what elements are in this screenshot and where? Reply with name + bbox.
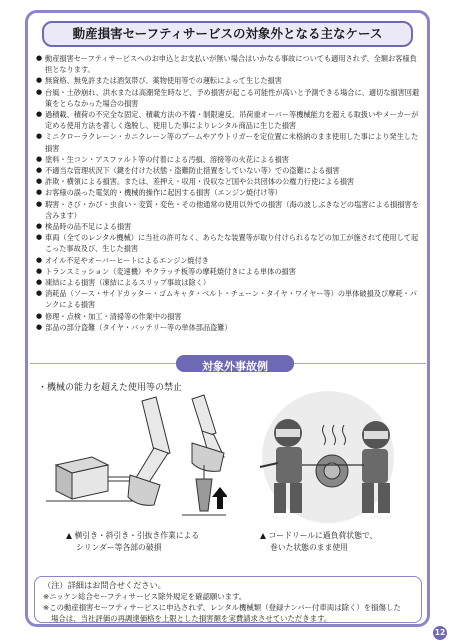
- notes-line: ※この動産損害セーフティサービスに申込されず、レンタル機械類（登録ナンバー付車両は除く）を損傷した: [43, 603, 401, 612]
- cord-reel-illustration: [238, 387, 418, 525]
- list-item: ● 瑕害・さび・かび・虫食い・変質・変色・その他通常の使用以外での損害（海の波しぶきなどの塩害による損損害を含みます）: [36, 199, 422, 221]
- list-item: ● 凍結による損害（凍結によるスリップ事故は除く）: [36, 277, 422, 288]
- list-item: ● お客様の誤った電気的・機械的操作に起因する損害（エンジン焼付け等）: [36, 187, 422, 198]
- case-title: ・機械の能力を超えた使用等の禁止: [38, 383, 183, 393]
- exclusion-list: [36, 53, 422, 333]
- list-item: ● トランスミッション（変速機）やクラッチ板等の摩耗焼付きによる単体の損害: [36, 266, 422, 277]
- list-item: ● 台風・土砂崩れ、洪水または高潮発生時など、予め損害が起こる可能性が高いと予測できる場合に、適切な損害回避策をとらなかった場合の損害: [36, 87, 422, 109]
- section-title: 対象外事故例: [202, 360, 268, 373]
- list-item: ● ミニクローラクレーン・カニクレーン等のブームやアウトリガーを定位置に未格納のまま使用した事により発生した損害: [36, 131, 422, 153]
- excavator-illustration: [42, 393, 227, 523]
- notes-line: 場合は、当社評価の再調達価格を上限とした損害額を実費請求させていただきます。: [51, 614, 332, 623]
- list-item: ● 不適当な管理状況下（鍵を付けた状態・盗難防止措置をしていない等）での盗難による損害: [36, 165, 422, 176]
- page-title: 動産損害セーフティサービスの対象外となる主なケース: [72, 26, 383, 41]
- notes-heading: （注）詳細はお問合せください。: [43, 580, 166, 590]
- content-frame: [25, 10, 430, 627]
- list-item: ● 塗料・生コン・アスファルト等の付着による汚損、溶接等の火花による損害: [36, 154, 422, 165]
- list-item: ● 無資格、無免許または酒気帯び、薬物使用等での運転によって生じた損害: [36, 75, 422, 86]
- page-number: 12: [433, 626, 447, 640]
- list-item: ● 車両（全てのレンタル機械）に当社の許可なく、あらたな装置等が取り付けられるなどの加工が施されて使用して起こった事故及び、生じた損害: [36, 232, 422, 254]
- list-item: ● 消耗品（ソース・サイドカッター・ゴムキャタ・ベルト・チェーン・タイヤ・ワイヤー等）の単体破損及び摩耗・パンクによる損害: [36, 288, 422, 310]
- list-item: ● 動産損害セーフティサービスへのお申込とお支払いが無い場合はいかなる事故についても適用されず、全額お客様負担となります。: [36, 53, 422, 75]
- caption-left: ▲ 横引き・斜引き・引抜き作業による シリンダー等各部の破損: [66, 531, 200, 552]
- list-item: ● 修理・点検・加工・清掃等の作業中の損害: [36, 311, 422, 322]
- caption-right: ▲ コードリールに過負荷状態で、 巻いた状態のまま使用: [260, 531, 378, 552]
- notes-box: [34, 576, 422, 623]
- list-item: ● 過積載、積荷の不完全な固定、積載方法の不備・制限違反、吊荷重オーバー等機械能力を超える取扱いやメーカーが定める使用方法を著しく逸脱し、使用した事によりレンタル商品に生じた損害: [36, 109, 422, 131]
- notes-line: ※ニッケン総合セーフティサービス除外規定を確認願います。: [43, 592, 247, 601]
- section-title-bar: [176, 355, 294, 372]
- list-item: ● 詐欺・横領による損害。または、差押え・収用・没収など国や公共団体の公権力行使による損害: [36, 176, 422, 187]
- list-item: ● 検品時の品不足による損害: [36, 221, 422, 232]
- list-item: ● オイル不足やオーバーヒートによるエンジン焼付き: [36, 255, 422, 266]
- title-bar: [42, 21, 413, 47]
- list-item: ● 部品の部分盗難（タイヤ・バッテリー等の単体部品盗難）: [36, 322, 422, 333]
